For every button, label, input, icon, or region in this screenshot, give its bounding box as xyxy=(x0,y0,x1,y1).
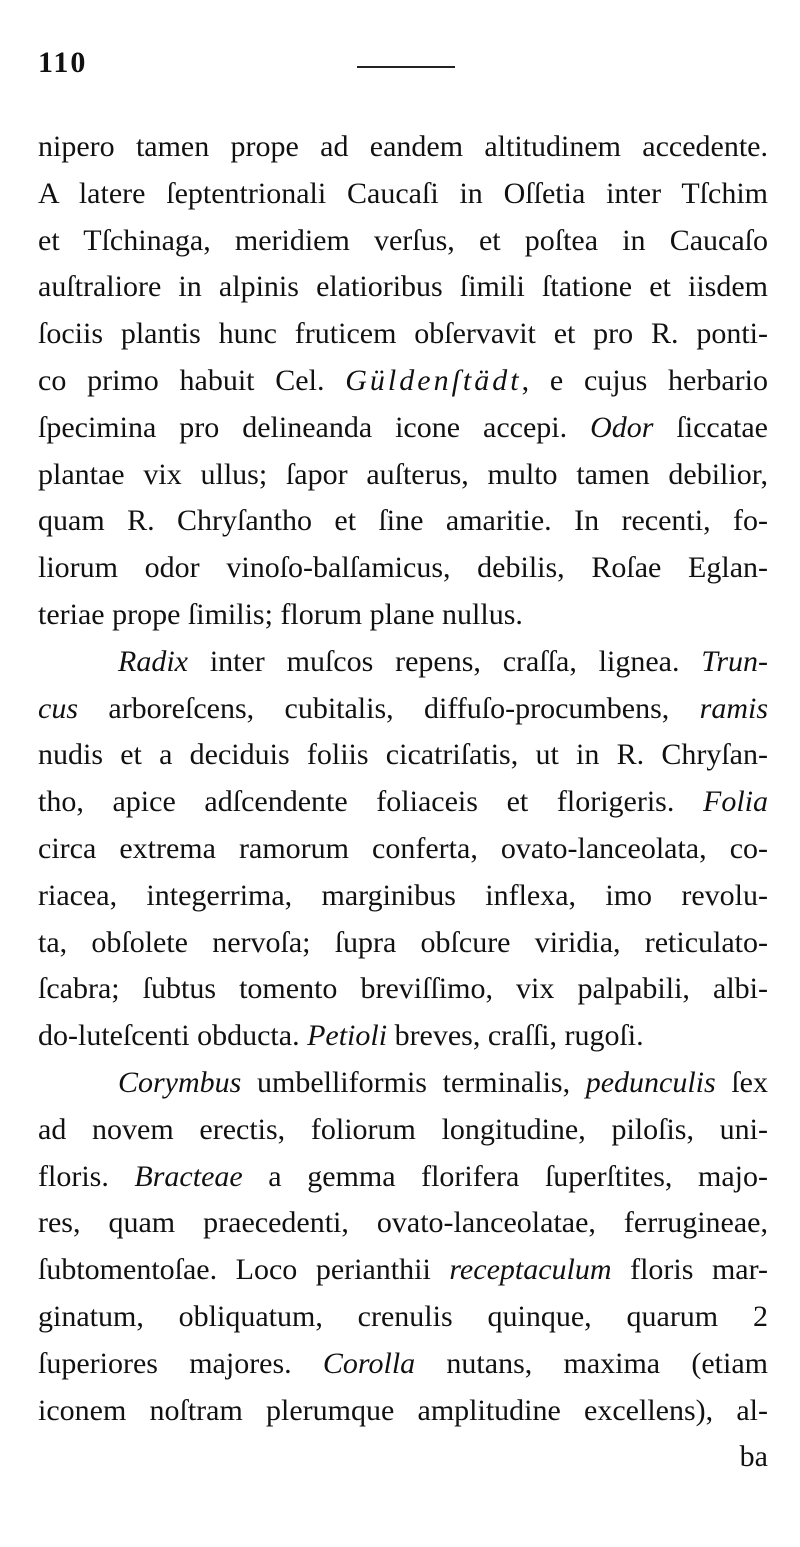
text-line xyxy=(38,1247,768,1294)
text-run: ſociis plantis hunc fruticem obſervavit et pro R. ponti- xyxy=(38,317,768,351)
text-run: ſubtomentoſae. Loco perianthii xyxy=(38,1253,450,1287)
text-line xyxy=(38,1154,768,1201)
text-line xyxy=(38,218,768,265)
italic-term: Radix xyxy=(118,644,188,678)
text-run: tho, apice adſcendente foliaceis et florigeris. xyxy=(38,785,703,819)
italic-term: Corolla xyxy=(322,1346,416,1380)
text-run: circa extrema ramorum conferta, ovato-lanceolata, co- xyxy=(38,831,768,865)
italic-term: Odor xyxy=(590,410,654,444)
text-line xyxy=(38,1013,768,1060)
text-run: umbelliformis terminalis, xyxy=(241,1065,586,1099)
header-rule xyxy=(357,66,455,68)
text-run: ſpecimina pro delineanda icone accepi. xyxy=(38,410,591,444)
text-run: co primo habuit Cel. xyxy=(38,363,346,397)
text-line xyxy=(38,498,768,545)
text-line xyxy=(38,873,768,920)
text-run: nipero tamen prope ad eandem altitudinem accedente. xyxy=(38,130,768,163)
text-line xyxy=(38,405,768,452)
text-run: quam R. Chryſantho et ſine amaritie. In recenti, fo- xyxy=(38,504,768,538)
text-run: floris mar- xyxy=(611,1253,768,1287)
text-run: ta, obſolete nervoſa; ſupra obſcure viridia, reticulato- xyxy=(38,925,768,959)
text-line xyxy=(38,1388,768,1435)
text-line xyxy=(38,545,768,592)
italic-term: Corymbus xyxy=(118,1065,242,1099)
text-line xyxy=(38,124,768,171)
text-run: a gemma florifera ſuperſtites, majo- xyxy=(242,1159,768,1193)
italic-term: Petioli xyxy=(307,1019,388,1053)
text-run: ſuperiores majores. xyxy=(38,1346,323,1380)
page-number: 110 xyxy=(38,46,88,79)
italic-term: Trun- xyxy=(701,644,768,678)
text-line xyxy=(38,826,768,873)
text-run: A latere ſeptentrionali Caucaſi in Oſſetia inter Tſchim xyxy=(38,176,768,210)
text-run: arboreſcens, cubitalis, diffuſo-procumbens, xyxy=(78,691,700,725)
text-run: , e cujus herbario xyxy=(521,363,769,397)
text-run: plantae vix ullus; ſapor auſterus, multo tamen debilior, xyxy=(38,457,768,491)
text-line xyxy=(38,1341,768,1388)
text-line xyxy=(38,920,768,967)
text-line xyxy=(38,639,768,686)
text-line xyxy=(38,358,768,405)
text-run: do-luteſcenti obducta. xyxy=(38,1019,308,1053)
text-run: floris. xyxy=(38,1159,135,1193)
text-run: ſex xyxy=(715,1065,768,1099)
text-run: nudis et a deciduis foliis cicatriſatis, ut in R. Chryſan- xyxy=(38,738,768,772)
italic-term: pedunculis xyxy=(585,1065,716,1099)
text-line xyxy=(38,966,768,1013)
italic-term: Güldenſtädt xyxy=(345,363,522,397)
text-line xyxy=(38,686,768,733)
text-line xyxy=(38,1107,768,1154)
text-run: riacea, integerrima, marginibus inflexa, imo revolu- xyxy=(38,878,768,912)
text-line xyxy=(38,732,768,779)
text-line xyxy=(38,1200,768,1247)
catchword xyxy=(38,1434,768,1481)
text-run: ſcabra; ſubtus tomento breviſſimo, vix palpabili, albi- xyxy=(38,972,768,1006)
text-run: iconem noſtram plerumque amplitudine excellens), al- xyxy=(38,1393,768,1427)
text-line xyxy=(38,592,768,639)
body-text xyxy=(38,124,768,1481)
text-run: nutans, maxima (etiam xyxy=(415,1346,768,1380)
italic-term: cus xyxy=(38,691,78,725)
text-line xyxy=(38,779,768,826)
text-line xyxy=(38,1294,768,1341)
text-run: ginatum, obliquatum, crenulis quinque, quarum 2 xyxy=(38,1299,768,1333)
text-run: res, quam praecedenti, ovato-lanceolatae, ferrugineae, xyxy=(38,1206,768,1240)
text-line xyxy=(38,264,768,311)
text-run: breves, craſſi, rugoſi. xyxy=(387,1019,644,1053)
italic-term: receptaculum xyxy=(449,1253,612,1287)
text-line xyxy=(38,311,768,358)
italic-term: Folia xyxy=(703,785,768,819)
text-run: auſtraliore in alpinis elatioribus ſimili ſtatione et iisdem xyxy=(38,270,768,304)
text-line xyxy=(38,171,768,218)
text-line xyxy=(38,1060,768,1107)
text-line xyxy=(38,452,768,499)
text-run: inter muſcos repens, craſſa, lignea. xyxy=(187,644,702,678)
text-run: et Tſchinaga, meridiem verſus, et poſtea in Caucaſo xyxy=(38,223,768,257)
text-run: ſiccatae xyxy=(653,410,768,444)
italic-term: ramis xyxy=(699,691,768,725)
text-run: ba xyxy=(739,1440,768,1474)
text-run: liorum odor vinoſo-balſamicus, debilis, Roſae Eglan- xyxy=(38,551,768,585)
text-run: teriae prope ſimilis; florum plane nullus. xyxy=(38,597,523,631)
italic-term: Bracteae xyxy=(134,1159,243,1193)
text-run: ad novem erectis, foliorum longitudine, piloſis, uni- xyxy=(38,1112,768,1146)
